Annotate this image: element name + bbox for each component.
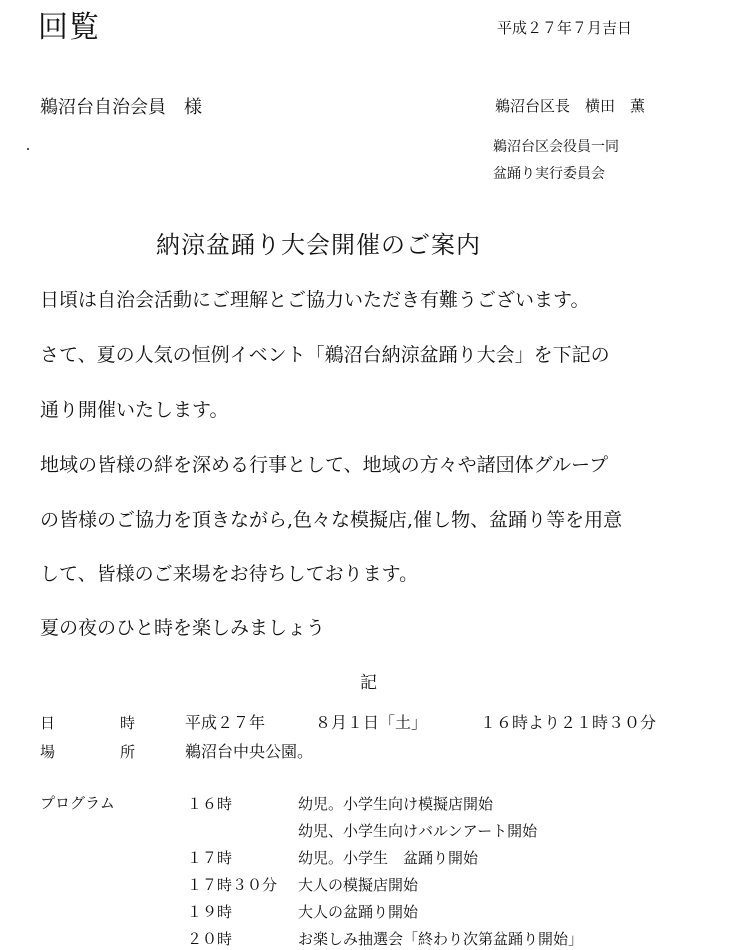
program-label: プログラム [40, 794, 115, 812]
program-event: 幼児。小学生向け模擬店開始 [298, 795, 494, 813]
program-time: ２０時 [187, 930, 233, 948]
circular-notice-title: 回覧 [38, 10, 100, 45]
program-event: 大人の模擬店開始 [298, 876, 419, 894]
event-day: ８月１日「土」 [315, 713, 428, 732]
addressee: 鵜沼台自治会員 様 [40, 97, 202, 118]
event-year: 平成２７年 [185, 713, 266, 732]
scan-speck [27, 148, 29, 150]
body-line: の皆様のご協力を頂きながら,色々な模擬店,催し物、盆踊り等を用意 [40, 509, 623, 531]
body-line: 日頃は自治会活動にご理解とご協力いただき有難うございます。 [40, 289, 590, 311]
notice-heading: 納涼盆踊り大会開催のご案内 [156, 231, 481, 259]
body-line: さて、夏の人気の恒例イベント「鵜沼台納涼盆踊り大会」を下記の [40, 344, 610, 366]
program-time: １７時３０分 [187, 876, 278, 894]
ki-heading: 記 [360, 673, 377, 693]
event-time: １６時より２１時３０分 [480, 713, 657, 732]
program-time: １６時 [187, 795, 233, 813]
program-event: 幼児。小学生 盆踊り開始 [298, 849, 479, 867]
issue-date: 平成２７年７月吉日 [497, 19, 633, 37]
datetime-label-2: 時 [120, 714, 136, 732]
body-line: 夏の夜のひと時を楽しみましょう [40, 617, 326, 639]
place-label-1: 場 [40, 743, 56, 761]
body-line: して、皆様のご来場をお待ちしております。 [40, 563, 419, 585]
program-event: お楽しみ抽選会「終わり次第盆踊り開始」 [298, 930, 584, 948]
program-event: 大人の盆踊り開始 [298, 903, 419, 921]
program-time: １９時 [187, 903, 233, 921]
sender-officers: 鵜沼台区会役員一同 [493, 139, 619, 155]
place-label-2: 所 [120, 743, 136, 761]
program-time: １７時 [187, 849, 233, 867]
sender-district-chief: 鵜沼台区長 横田 薫 [495, 97, 646, 115]
event-place: 鵜沼台中央公園。 [185, 742, 314, 761]
sender-committee: 盆踊り実行委員会 [493, 166, 605, 182]
body-line: 通り開催いたします。 [40, 399, 229, 421]
body-line: 地域の皆様の絆を深める行事として、地域の方々や諸団体グループ [40, 454, 609, 476]
program-event: 幼児、小学生向けバルンアート開始 [298, 822, 538, 840]
datetime-label-1: 日 [40, 714, 56, 732]
